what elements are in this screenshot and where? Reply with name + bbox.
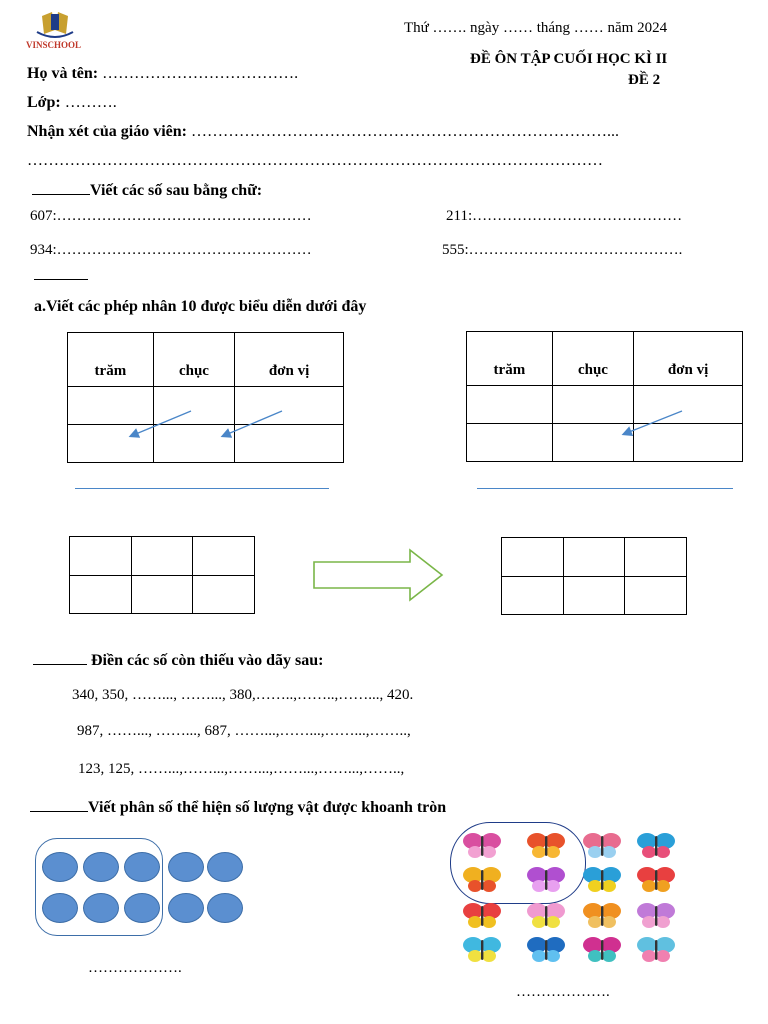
q2-score-blank[interactable] [34,279,88,280]
q1-item-934[interactable] [30,242,312,259]
name-label: Họ và tên: [27,65,99,82]
butterfly-icon [526,936,566,964]
header-tens: chục [153,333,234,387]
q3-score-blank[interactable] [33,664,87,665]
name-field[interactable]: ………………………………. [102,65,299,82]
butterfly-icon [636,832,676,860]
cell[interactable] [70,575,132,614]
grid-right [501,537,687,615]
right-arrow-icon [312,548,446,602]
date-line: Thứ ……. ngày …… tháng …… năm 2024 [404,20,668,36]
cell[interactable] [70,537,132,576]
q1-score-blank[interactable] [32,194,90,195]
butterfly-icon [462,902,502,930]
butterfly-icon [462,936,502,964]
cell[interactable] [563,576,625,615]
cell[interactable] [563,538,625,577]
butterfly-icon [582,866,622,894]
butterfly-icon [582,902,622,930]
cell[interactable] [502,538,564,577]
q1-title: Viết các số sau bằng chữ: [90,182,263,199]
comment-line-2[interactable]: ……………………………………………………………………………………………… [27,152,603,169]
cell[interactable] [131,575,193,614]
q4-score-blank[interactable] [30,811,88,812]
grid-left [69,536,255,614]
q1-item-607[interactable] [30,208,312,225]
q1-item-label: 607: [30,208,57,224]
exam-subtitle: ĐỀ 2 [628,72,661,88]
header-units: đơn vị [634,332,743,386]
q1-item-dots: …………………………………… [472,208,683,224]
exam-title: ĐỀ ÔN TẬP CUỐI HỌC KÌ II [470,51,668,67]
q2-title: a.Viết các phép nhân 10 được biểu diễn dưới đây [34,298,367,315]
shift-arrows-left [67,332,347,464]
circle-icon [124,893,160,923]
circle-icon [207,852,243,882]
header-hundreds: trăm [68,333,154,387]
q4-heading [30,799,446,817]
header-units: đơn vị [235,333,344,387]
answer-blank-butterflies[interactable]: ………………. [516,984,610,1000]
class-label: Lớp: [27,94,61,111]
q1-item-label: 555: [442,242,469,258]
cell[interactable] [131,537,193,576]
q1-item-label: 211: [446,208,473,224]
butterfly-icon [526,866,566,894]
cell[interactable] [625,538,687,577]
cell[interactable] [502,576,564,615]
butterfly-icon [636,902,676,930]
butterfly-icon [636,936,676,964]
q1-item-dots: ……………………………………. [468,242,683,258]
sequence-line-2[interactable]: 987, ……..., ……..., 687, ……...,……...,……...,…….., [77,723,411,739]
butterfly-icon [526,902,566,930]
logo-text: VINSCHOOL [26,40,82,50]
circle-icon [207,893,243,923]
q3-heading [33,652,323,670]
circle-icon [42,893,78,923]
answer-blank-circles[interactable]: ………………. [88,960,182,976]
arrow-icon [624,411,682,434]
cell[interactable] [193,537,255,576]
name-row [27,65,298,83]
q1-item-label: 934: [30,242,57,258]
sequence-line-3[interactable]: 123, 125, ……...,……...,……...,……...,……...,…….., [78,761,405,777]
butterfly-icon [462,866,502,894]
butterfly-icon [462,832,502,860]
sequence-line-1[interactable]: 340, 350, ……..., ……..., 380,……..,……..,……..., 420. [72,687,414,703]
arrow-icon [223,411,282,436]
circle-icon [168,893,204,923]
shift-arrows-right [466,331,746,463]
header-hundreds: trăm [467,332,553,386]
q1-heading [32,182,262,200]
comment-field[interactable]: ……………………………………………………………………... [191,123,619,140]
q4-title: Viết phân số thể hiện số lượng vật được khoanh tròn [88,799,447,816]
cell[interactable] [625,576,687,615]
cell[interactable] [193,575,255,614]
header-tens: chục [552,332,633,386]
comment-row [27,123,619,141]
butterfly-icon [582,832,622,860]
q1-item-dots: …………………………………………… [56,208,312,224]
q1-item-dots: …………………………………………… [56,242,312,258]
comment-label: Nhận xét của giáo viên: [27,123,187,140]
class-row [27,94,117,112]
circle-icon [168,852,204,882]
q3-title: Điền các số còn thiếu vào dãy sau: [91,652,324,669]
arrow-icon [131,411,191,436]
q1-item-555[interactable] [442,242,682,259]
circle-icon [124,852,160,882]
answer-line-right[interactable] [477,488,733,489]
circle-icon [42,852,78,882]
butterfly-icon [582,936,622,964]
q1-item-211[interactable] [446,208,682,225]
butterfly-icon [636,866,676,894]
circle-icon [83,893,119,923]
butterfly-icon [526,832,566,860]
answer-line-left[interactable] [75,488,329,489]
class-field[interactable]: ………. [64,94,117,111]
school-logo [22,8,88,56]
circle-icon [83,852,119,882]
